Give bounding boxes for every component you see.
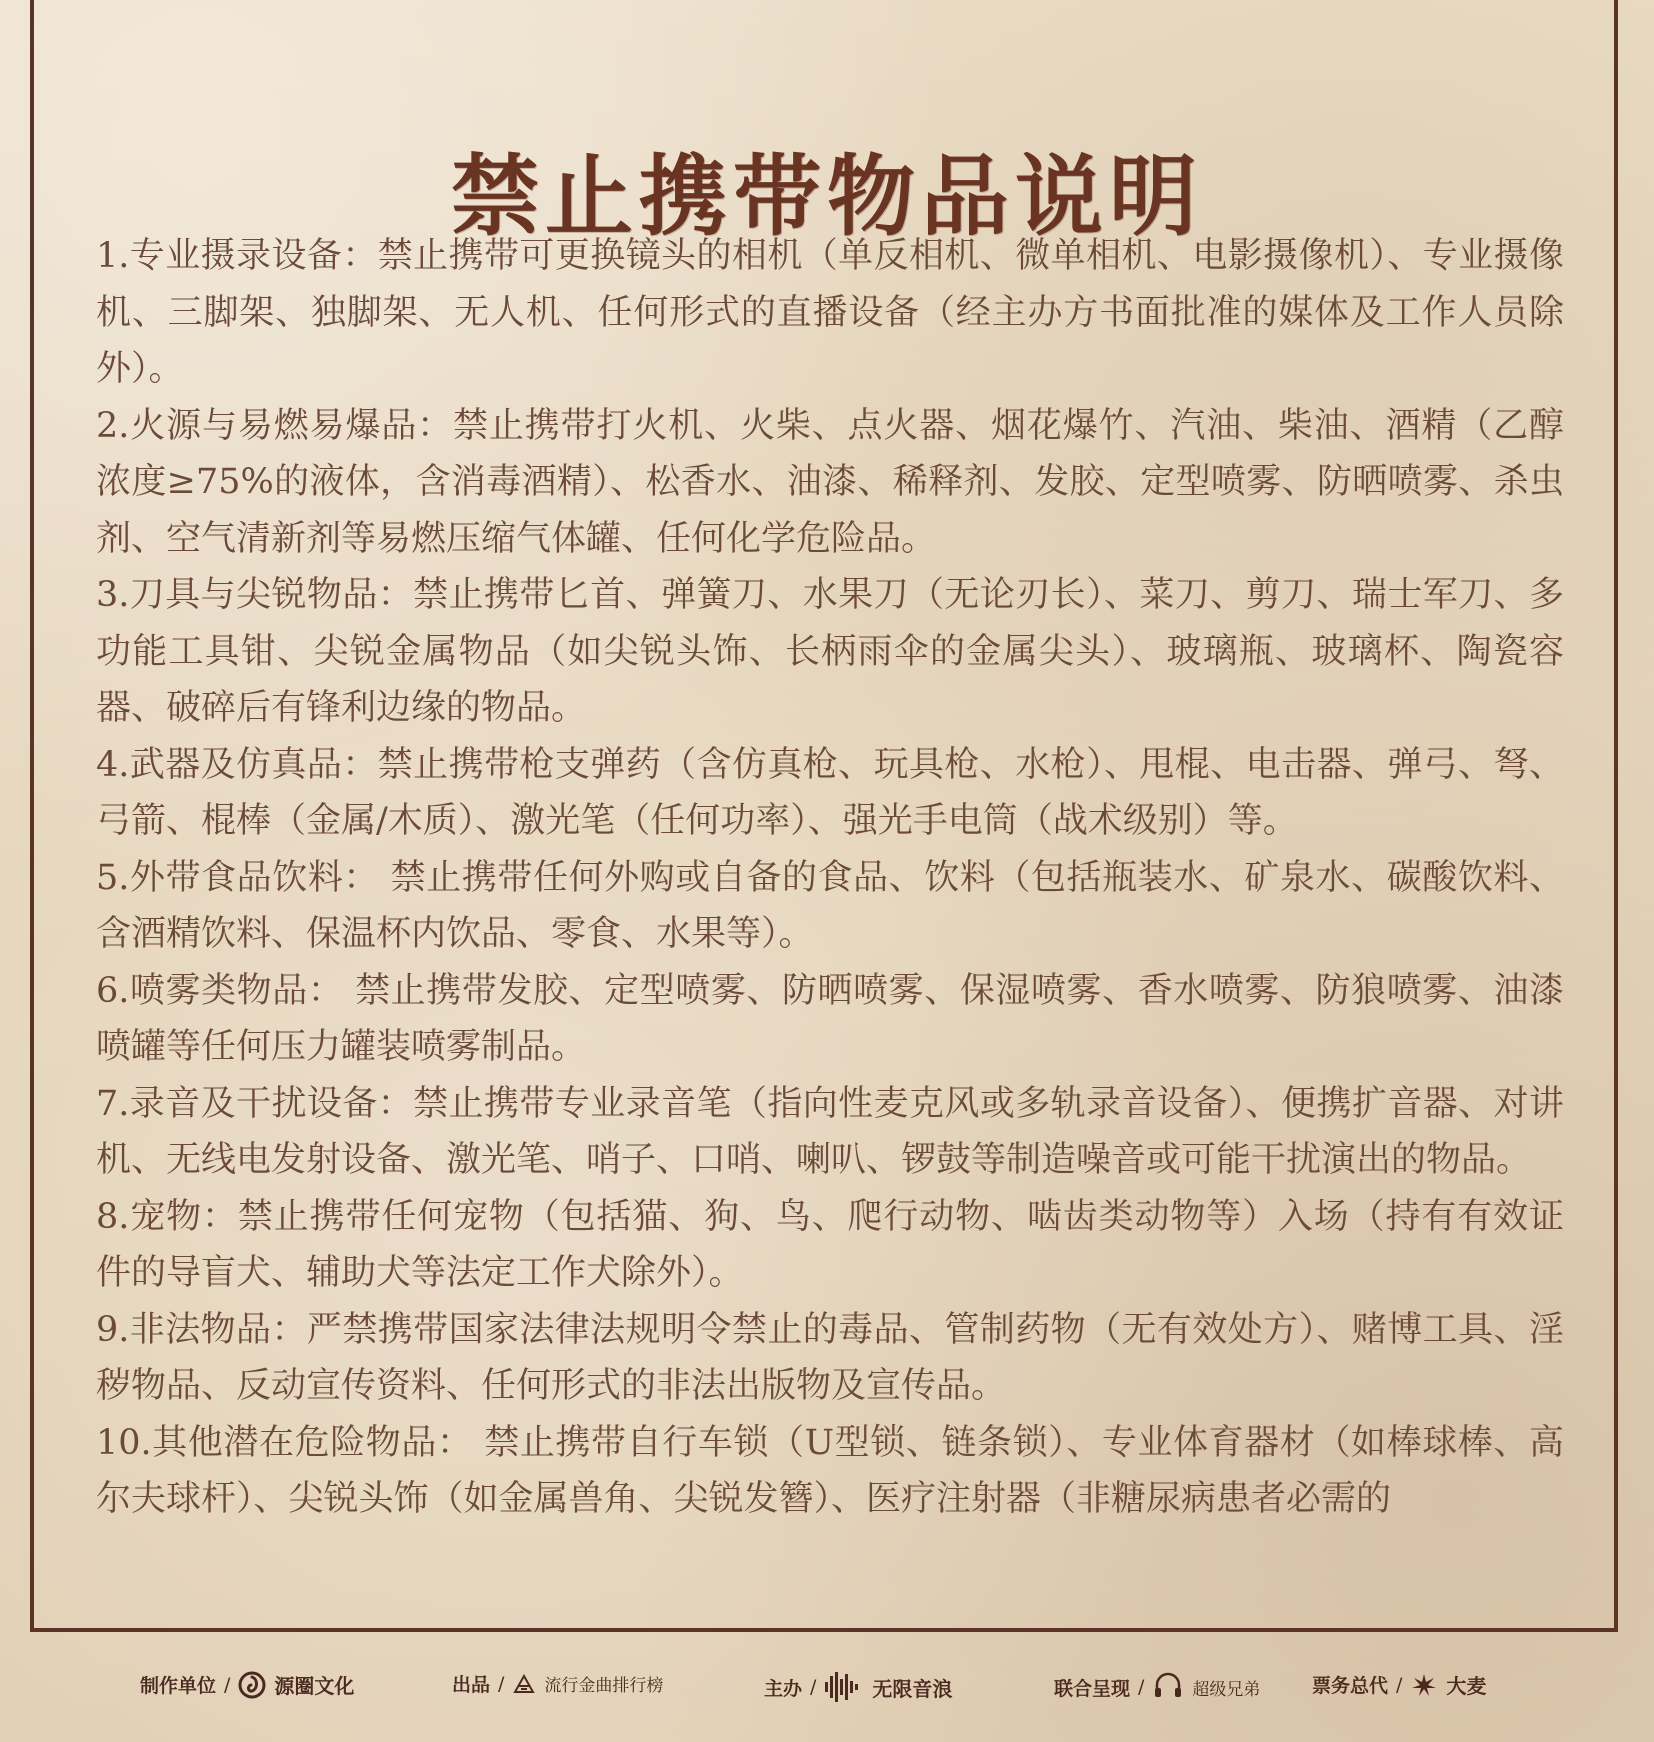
separator: /	[810, 1676, 817, 1698]
swirl-logo-icon	[238, 1671, 266, 1699]
ticketing-credit	[1312, 1670, 1486, 1699]
list-item: 5.外带食品饮料： 禁止携带任何外购或自备的食品、饮料（包括瓶装水、矿泉水、碳酸饮料、含酒精饮料、保温杯内饮品、零食、水果等）。	[96, 857, 1564, 954]
list-item: 1.专业摄录设备：禁止携带可更换镜头的相机（单反相机、微单相机、电影摄像机）、专业摄像机、三脚架、独脚架、无人机、任何形式的直播设备（经主办方书面批准的媒体及工作人员除外）。	[96, 236, 1564, 389]
copresenter-credit	[1054, 1670, 1260, 1704]
copresenter-label: 联合呈现	[1054, 1677, 1131, 1700]
list-item: 4.武器及仿真品：禁止携带枪支弹药（含仿真枪、玩具枪、水枪）、甩棍、电击器、弹弓、弩、弓箭、棍棒（金属/木质）、激光笔（任何功率）、强光手电筒（战术级别）等。	[96, 744, 1564, 841]
list-item: 2.火源与易燃易爆品：禁止携带打火机、火柴、点火器、烟花爆竹、汽油、柴油、酒精（乙醇浓度≥75%的液体，含消毒酒精）、松香水、油漆、稀释剂、发胶、定型喷雾、防晒喷雾、杀虫剂、空气清新剂等易燃压缩气体罐、任何化学危险品。	[96, 405, 1564, 559]
presenter-label: 出品	[452, 1674, 491, 1696]
soundwave-logo-icon	[824, 1670, 864, 1704]
list-item: 7.录音及干扰设备：禁止携带专业录音笔（指向性麦克风或多轨录音设备）、便携扩音器、对讲机、无线电发射设备、激光笔、哨子、口哨、喇叭、锣鼓等制造噪音或可能干扰演出的物品。	[96, 1083, 1564, 1180]
separator: /	[498, 1672, 505, 1695]
organizer-credit	[764, 1670, 952, 1704]
separator: /	[1138, 1676, 1145, 1698]
headphones-logo-icon	[1152, 1670, 1184, 1704]
copresenter-org: 超级兄弟	[1192, 1679, 1261, 1700]
credits-footer	[0, 1660, 1654, 1720]
presenter-org: 流行金曲排行榜	[544, 1676, 664, 1696]
ticketing-org: 大麦	[1446, 1674, 1487, 1698]
list-item: 3.刀具与尖锐物品：禁止携带匕首、弹簧刀、水果刀（无论刃长）、菜刀、剪刀、瑞士军刀、多功能工具钳、尖锐金属物品（如尖锐头饰、长柄雨伞的金属尖头）、玻璃瓶、玻璃杯、陶瓷容器、破碎后有锋利边缘的物品。	[96, 575, 1564, 728]
separator: /	[224, 1673, 231, 1696]
list-item: 8.宠物：禁止携带任何宠物（包括猫、狗、鸟、爬行动物、啮齿类动物等）入场（持有有效证件的导盲犬、辅助犬等法定工作犬除外）。	[96, 1196, 1564, 1293]
damai-logo-icon	[1410, 1672, 1438, 1698]
page-title: 禁止携带物品说明	[450, 144, 1203, 248]
songs-logo-icon	[512, 1672, 536, 1696]
organizer-label: 主办	[764, 1677, 803, 1700]
list-item: 9.非法物品：严禁携带国家法律法规明令禁止的毒品、管制药物（无有效处方）、赌博工具、淫秽物品、反动宣传资料、任何形式的非法出版物及宣传品。	[96, 1309, 1564, 1406]
organizer-org: 无限音浪	[872, 1676, 953, 1701]
presenter-credit	[452, 1670, 663, 1697]
prohibited-items-list	[96, 228, 1564, 1528]
producer-org: 源圈文化	[274, 1674, 355, 1698]
producer-credit	[140, 1670, 354, 1699]
producer-label: 制作单位	[140, 1675, 217, 1697]
separator: /	[1396, 1673, 1403, 1696]
ticketing-label: 票务总代	[1312, 1675, 1389, 1697]
list-item: 6.喷雾类物品： 禁止携带发胶、定型喷雾、防晒喷雾、保湿喷雾、香水喷雾、防狼喷雾、油漆喷罐等任何压力罐装喷雾制品。	[96, 970, 1564, 1067]
list-item: 10.其他潜在危险物品： 禁止携带自行车锁（U型锁、链条锁）、专业体育器材（如棒球棒、高尔夫球杆）、尖锐头饰（如金属兽角、尖锐发簪）、医疗注射器（非糖尿病患者必需的	[96, 1422, 1564, 1519]
